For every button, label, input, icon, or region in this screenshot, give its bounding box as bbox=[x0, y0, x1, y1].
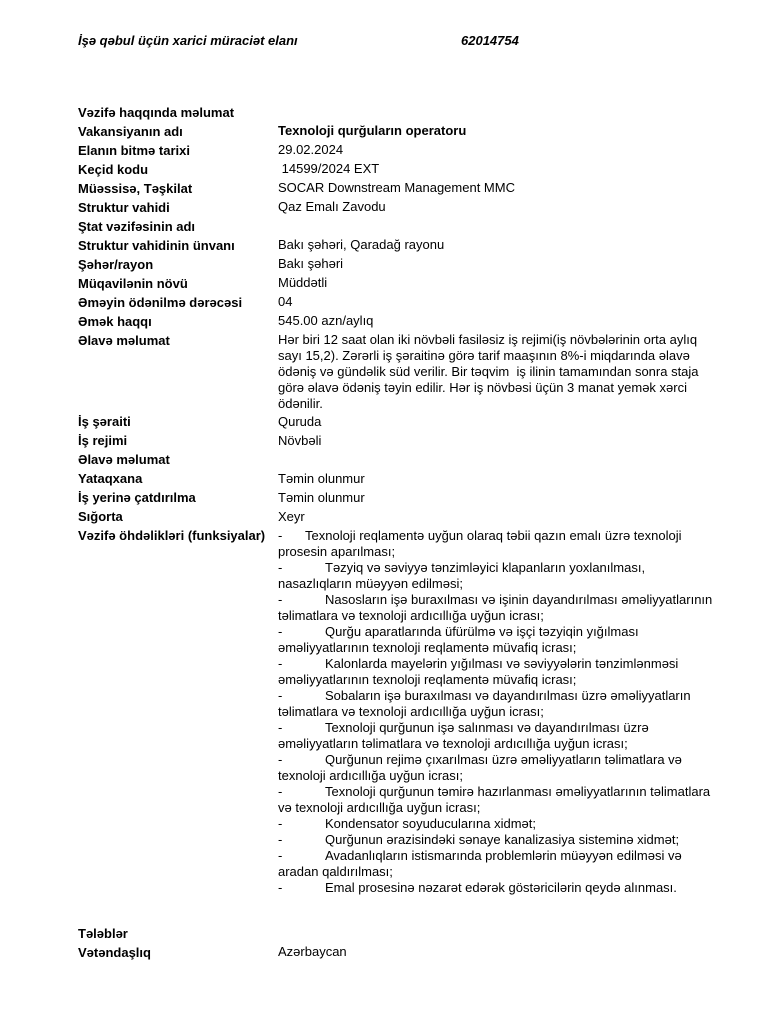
deadline-value: 29.02.2024 bbox=[278, 142, 344, 157]
duties-label: Vəzifə öhdəlikləri (funksiyalar) bbox=[78, 528, 266, 543]
work-conditions-row bbox=[78, 412, 720, 431]
additional-info-label: Əlavə məlumat bbox=[78, 332, 170, 348]
duty-text: Qurğu aparatlarında üfürülmə və işçi təzyiqin yığılması əməliyyatlarının texnoloji reqlamentə müvafiq icrası; bbox=[278, 623, 639, 655]
additional-info-2-row bbox=[78, 450, 720, 469]
access-code-label: Keçid kodu bbox=[78, 161, 149, 177]
duty-bullet: - bbox=[278, 623, 283, 639]
work-conditions-value: Quruda bbox=[278, 413, 322, 429]
duty-item bbox=[278, 656, 720, 688]
duty-item bbox=[278, 832, 720, 848]
duties-list bbox=[278, 526, 720, 896]
insurance-value: Xeyr bbox=[278, 508, 305, 524]
duty-text: Təzyiq və səviyyə tənzimləyici klapanların yoxlanılması, nasazlıqların müəyyən edilməsi; bbox=[278, 559, 646, 591]
city-district-label: Şəhər/rayon bbox=[78, 256, 154, 272]
document-body bbox=[78, 103, 720, 962]
duty-bullet: - bbox=[278, 831, 283, 847]
salary-row bbox=[78, 312, 720, 331]
duty-bullet: - bbox=[278, 783, 283, 799]
deadline-row bbox=[78, 141, 720, 160]
duty-bullet: - bbox=[278, 655, 283, 671]
requirements-section bbox=[78, 924, 720, 962]
duty-text: Qurğunun ərazisindəki sənaye kanalizasiya sisteminə xidmət; bbox=[325, 831, 680, 847]
duty-bullet: - bbox=[278, 559, 283, 575]
duty-item bbox=[278, 848, 720, 880]
duty-text: Kalonlarda mayelərin yığılması və səviyyələrin tənzimlənməsi əməliyyatlarının texnoloji reqlamentə müvafiq icrası; bbox=[278, 655, 679, 687]
work-schedule-row bbox=[78, 431, 720, 450]
structural-unit-label: Struktur vahidi bbox=[78, 199, 170, 215]
citizenship-label: Vətəndaşlıq bbox=[78, 944, 151, 960]
citizenship-row bbox=[78, 943, 720, 962]
duty-text: Avadanlıqların istismarında problemlərin müəyyən edilməsi və aradan qaldırılması; bbox=[278, 847, 682, 879]
organization-value: SOCAR Downstream Management MMC bbox=[278, 180, 515, 195]
work-schedule-label: İş rejimi bbox=[78, 433, 128, 448]
duty-bullet: - bbox=[278, 751, 283, 767]
organization-row bbox=[78, 179, 720, 198]
duty-item bbox=[278, 528, 720, 560]
duty-text: Emal prosesinə nəzarət edərək göstəricilərin qeydə alınması. bbox=[325, 879, 677, 895]
duty-item bbox=[278, 752, 720, 784]
duty-bullet: - bbox=[278, 847, 283, 863]
structural-unit-row bbox=[78, 198, 720, 217]
access-code-row bbox=[78, 160, 720, 179]
duty-bullet: - bbox=[278, 591, 283, 607]
unit-address-row bbox=[78, 236, 720, 255]
contract-type-label: Müqavilənin növü bbox=[78, 275, 188, 291]
duty-item bbox=[278, 816, 720, 832]
pay-grade-row bbox=[78, 293, 720, 312]
additional-info-2-label: Əlavə məlumat bbox=[78, 452, 170, 467]
position-info-heading: Vəzifə haqqında məlumat bbox=[78, 104, 235, 120]
additional-info-value: Hər biri 12 saat olan iki növbəli fasiləsiz iş rejimi(iş növbələrinin orta aylıq sayı 15,2). Zərərli iş şəraitinə görə tarif maaşının 8%-i miqdarında əlavə ödəniş və gündəlik süd verilir. Bir təqvim iş ilinin tamamından sonra staja görə əlavə ödəniş təyin edilir. Hər iş növbəsi üçün 3 manat yemək xərci ödənilir. bbox=[278, 332, 703, 411]
vacancy-name-label: Vakansiyanın adı bbox=[78, 123, 183, 139]
transportation-row bbox=[78, 488, 720, 507]
transportation-value: Təmin olunmur bbox=[278, 489, 365, 505]
duty-item bbox=[278, 624, 720, 656]
insurance-label: Sığorta bbox=[78, 509, 123, 524]
duty-bullet: - bbox=[278, 719, 283, 735]
duties-row bbox=[78, 526, 720, 896]
duty-text: Texnoloji qurğunun təmirə hazırlanması əməliyyatlarının təlimatlara və texnoloji ardıcıllığa uyğun icrası; bbox=[278, 783, 711, 815]
document-reference-number: 62014754 bbox=[461, 33, 519, 48]
dormitory-value: Təmin olunmur bbox=[278, 470, 365, 486]
vacancy-name-row bbox=[78, 122, 720, 141]
access-code-value: 14599/2024 EXT bbox=[278, 161, 380, 176]
duty-text: Qurğunun rejimə çıxarılması üzrə əməliyyatların təlimatlara və texnoloji ardıcıllığa uyğun icrası; bbox=[278, 751, 682, 783]
salary-label: Əmək haqqı bbox=[78, 313, 152, 329]
dormitory-label: Yataqxana bbox=[78, 471, 143, 486]
work-schedule-value: Növbəli bbox=[278, 432, 322, 448]
contract-type-value: Müddətli bbox=[278, 275, 328, 290]
duty-item bbox=[278, 720, 720, 752]
duty-text: Nasosların işə buraxılması və işinin dayandırılması əməliyyatlarının təlimatlara və texnoloji ardıcıllığa uyğun icrası; bbox=[278, 591, 713, 623]
pay-grade-label: Əməyin ödənilmə dərəcəsi bbox=[78, 294, 243, 310]
dormitory-row bbox=[78, 469, 720, 488]
organization-label: Müəssisə, Təşkilat bbox=[78, 180, 193, 196]
duty-bullet: - bbox=[278, 687, 283, 703]
duty-item bbox=[278, 688, 720, 720]
duty-text: Texnoloji reqlamentə uyğun olaraq təbii qazın emalı üzrə texnoloji prosesin aparılması; bbox=[278, 527, 682, 559]
duty-text: Texnoloji qurğunun işə salınması və dayandırılması üzrə əməliyyatların təlimatlara və texnoloji ardıcıllığa uyğun icrası; bbox=[278, 719, 649, 751]
duty-bullet: - bbox=[278, 527, 283, 543]
additional-info-row bbox=[78, 331, 720, 413]
duty-bullet: - bbox=[278, 815, 283, 831]
duty-item bbox=[278, 880, 720, 896]
staff-position-label: Ştat vəzifəsinin adı bbox=[78, 218, 196, 234]
contract-type-row bbox=[78, 274, 720, 293]
staff-position-row bbox=[78, 217, 720, 236]
duty-text: Sobaların işə buraxılması və dayandırılması üzrə əməliyyatların təlimatlara və texnoloji ardıcıllığa uyğun icrası; bbox=[278, 687, 691, 719]
vacancy-name-value: Texnoloji qurğuların operatoru bbox=[278, 123, 467, 138]
unit-address-label: Struktur vahidinin ünvanı bbox=[78, 237, 235, 253]
salary-value: 545.00 azn/aylıq bbox=[278, 313, 374, 328]
structural-unit-value: Qaz Emalı Zavodu bbox=[278, 199, 386, 214]
duty-item bbox=[278, 784, 720, 816]
duty-item bbox=[278, 592, 720, 624]
document-title: İşə qəbul üçün xarici müraciət elanı bbox=[78, 33, 298, 48]
pay-grade-value: 04 bbox=[278, 294, 293, 309]
insurance-row bbox=[78, 507, 720, 526]
duty-item bbox=[278, 560, 720, 592]
deadline-label: Elanın bitmə tarixi bbox=[78, 142, 190, 158]
duty-text: Kondensator soyuducularına xidmət; bbox=[325, 815, 537, 831]
staff-position-value bbox=[278, 217, 720, 236]
citizenship-value: Azərbaycan bbox=[278, 944, 347, 959]
unit-address-value: Bakı şəhəri, Qaradağ rayonu bbox=[278, 237, 445, 252]
requirements-heading: Tələblər bbox=[78, 925, 128, 941]
city-district-row bbox=[78, 255, 720, 274]
transportation-label: İş yerinə çatdırılma bbox=[78, 490, 196, 505]
duty-bullet: - bbox=[278, 879, 283, 895]
additional-info-2-value bbox=[278, 450, 720, 469]
city-district-value: Bakı şəhəri bbox=[278, 256, 344, 271]
work-conditions-label: İş şəraiti bbox=[78, 414, 131, 429]
